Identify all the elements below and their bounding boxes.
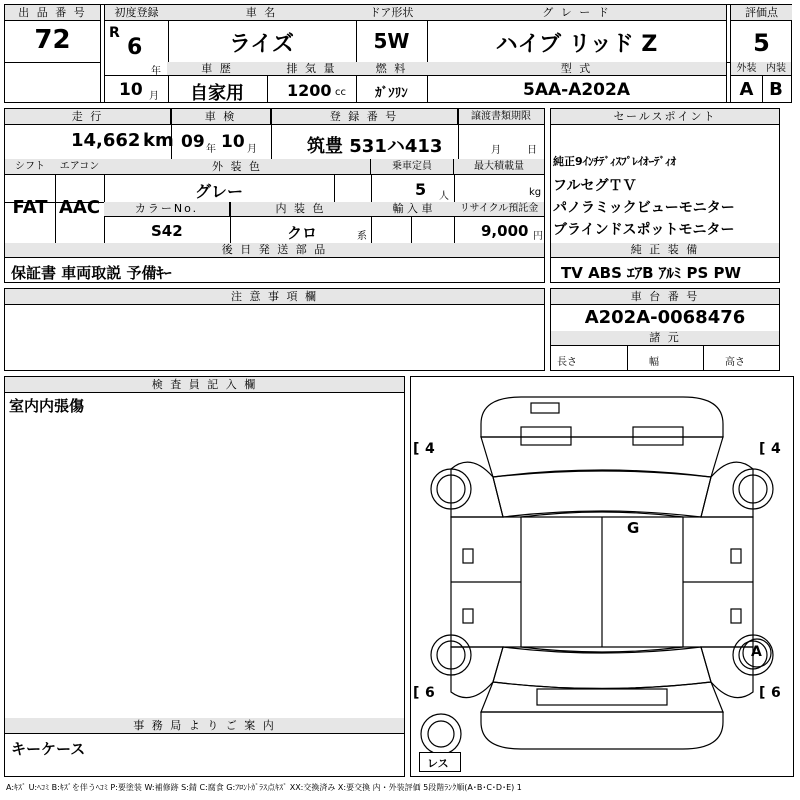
door-cell xyxy=(356,5,428,62)
displacement-label: 排 気 量 xyxy=(267,62,356,76)
model-value: 5AA-A202A xyxy=(523,80,630,100)
displacement-cell xyxy=(267,62,357,102)
door-value: 5W xyxy=(373,29,410,53)
lot-cell xyxy=(5,5,101,102)
year-unit: 年 xyxy=(151,66,161,77)
year-value: 6 xyxy=(127,35,143,60)
office-text: キーケース xyxy=(11,740,86,758)
recycle-value: 9,000 xyxy=(481,222,529,240)
inspection-label: 車 検 xyxy=(171,109,271,125)
exterior-value: A xyxy=(739,79,754,100)
color-no-label: カラーNo. xyxy=(104,202,230,217)
exterior-label: 外装 xyxy=(731,62,762,76)
interior-label: 内装 xyxy=(761,62,791,76)
grade-label: グ レ ー ド xyxy=(427,5,726,21)
sales-item-3: パノラミックビューモニター xyxy=(553,200,735,216)
chassis-section xyxy=(550,288,780,371)
transfer-day-unit: 日 xyxy=(527,145,537,156)
car-name: ライズ xyxy=(228,32,295,57)
damage-mark-a: A xyxy=(751,644,762,660)
ac-label: エアコン xyxy=(55,159,104,175)
sales-points-section xyxy=(550,108,780,283)
inspection-year: 09 xyxy=(181,132,205,152)
first-registration-cell xyxy=(104,5,169,102)
spare-tire-value: レス xyxy=(427,757,449,770)
sales-label: セールスポイント xyxy=(551,109,779,125)
car-name-cell xyxy=(167,5,357,62)
inspection-year-unit: 年 xyxy=(206,144,216,155)
interior-value: B xyxy=(769,79,783,100)
legend: A:ｷｽﾞ U:ﾍｺﾐ B:ｷｽﾞを伴うﾍｺﾐ P:要塗装 W:補修跡 S:錆 C:腐食 G:ﾌﾛﾝﾄｶﾞﾗｽ点ｷｽﾞ XX:交換済み X:要交換 内・外装評価 5段階ﾗﾝｸ順(A･B･C･D･E) 1 xyxy=(6,783,522,792)
car-name-label: 車 名 xyxy=(167,5,356,21)
displacement-value: 1200 xyxy=(287,81,332,100)
ext-color-value: グレー xyxy=(194,182,243,201)
model-label: 型 式 xyxy=(427,62,726,76)
door-label: ドア形状 xyxy=(356,5,427,21)
ac-value: AAC xyxy=(58,197,101,218)
month-value: 10 xyxy=(119,80,143,100)
tire-front-left: 4 xyxy=(425,441,435,457)
ext-color-label: 外 装 色 xyxy=(104,159,371,175)
int-color-unit: 系 xyxy=(357,231,367,242)
displacement-unit: cc xyxy=(335,87,346,98)
notes-section xyxy=(4,288,545,371)
inspector-label: 検 査 員 記 入 欄 xyxy=(5,377,404,393)
inspection-month-unit: 月 xyxy=(247,144,257,155)
score-cell xyxy=(730,5,792,62)
tire-rear-right: 6 xyxy=(771,685,781,701)
equipment-value: TV ABS ｴｱB ｱﾙﾐ PS PW xyxy=(561,264,742,282)
shift-label: シフト xyxy=(5,159,55,175)
history-label: 車 歴 xyxy=(167,62,267,76)
grade-cell xyxy=(427,5,727,62)
chassis-number: A202A-0068476 xyxy=(584,307,746,328)
capacity-unit: 人 xyxy=(439,191,449,202)
history-cell xyxy=(167,62,268,102)
int-color-label: 内 装 色 xyxy=(230,202,371,217)
color-no-value: S42 xyxy=(151,222,183,240)
registration-label: 登 録 番 号 xyxy=(271,109,458,125)
transfer-label: 譲渡書類期限 xyxy=(458,109,544,125)
inspector-section xyxy=(4,376,405,777)
office-label: 事 務 局 よ り ご 案 内 xyxy=(5,718,404,734)
transfer-month-unit: 月 xyxy=(491,145,501,156)
capacity-value: 5 xyxy=(415,180,427,199)
spec-width: 幅 xyxy=(649,357,659,368)
later-parts-label: 後 日 発 送 部 品 xyxy=(5,243,544,258)
sales-item-2: フルセグＴＶ xyxy=(553,178,637,194)
exterior-cell xyxy=(730,62,763,102)
vehicle-details-section xyxy=(4,108,545,283)
grade-value: ハイブ リッド Z xyxy=(495,32,658,57)
spec-height: 高さ xyxy=(725,357,745,368)
spec-length: 長さ xyxy=(557,357,577,368)
recycle-unit: 円 xyxy=(533,231,543,242)
registration-number: 筑豊 531ハ413 xyxy=(307,136,443,157)
history-value: 自家用 xyxy=(190,83,244,104)
later-parts-value: 保証書 車両取説 予備ｷｰ xyxy=(11,264,172,282)
tire-front-right: 4 xyxy=(771,441,781,457)
sales-item-4: ブラインドスポットモニター xyxy=(553,222,735,238)
score-label: 評価点 xyxy=(731,5,792,21)
fuel-cell xyxy=(356,62,428,102)
mileage-unit: km xyxy=(143,130,174,151)
car-diagram xyxy=(411,377,793,776)
first-reg-label: 初度登録 xyxy=(105,5,168,21)
car-diagram-section: [ 4 [ 4 [ 6 [ 6 G A レス xyxy=(410,376,794,777)
top-section xyxy=(4,4,792,103)
mileage-value: 14,662 xyxy=(71,130,141,151)
model-cell xyxy=(427,62,727,102)
load-unit: kg xyxy=(529,187,542,198)
month-unit: 月 xyxy=(149,91,159,102)
recycle-label: リサイクル預託金 xyxy=(454,202,544,217)
fuel-value: ｶﾞｿﾘﾝ xyxy=(375,86,408,101)
capacity-label: 乗車定員 xyxy=(371,159,454,175)
fuel-label: 燃 料 xyxy=(356,62,427,76)
era: R xyxy=(109,25,120,41)
damage-mark-g: G xyxy=(627,519,640,537)
inspection-month: 10 xyxy=(221,132,245,152)
load-label: 最大積載量 xyxy=(454,159,544,175)
inspector-text: 室内内張傷 xyxy=(9,397,85,415)
tire-rear-left: 6 xyxy=(425,685,435,701)
specs-label: 諸 元 xyxy=(551,331,779,346)
notes-label: 注 意 事 項 欄 xyxy=(5,289,544,305)
sales-item-1: 純正9ｲﾝﾁﾃﾞｨｽﾌﾟﾚｲｵｰﾃﾞｨｵ xyxy=(553,155,677,168)
shift-value: FAT xyxy=(12,197,48,218)
interior-cell xyxy=(761,62,791,102)
lot-label: 出 品 番 号 xyxy=(5,5,100,21)
int-color-value: クロ xyxy=(287,224,318,242)
score-value: 5 xyxy=(753,29,770,57)
import-label: 輸 入 車 xyxy=(371,202,454,217)
chassis-label: 車 台 番 号 xyxy=(551,289,779,305)
lot-number: 72 xyxy=(34,25,71,55)
mileage-label: 走 行 xyxy=(5,109,171,125)
equipment-label: 純 正 装 備 xyxy=(551,243,779,258)
